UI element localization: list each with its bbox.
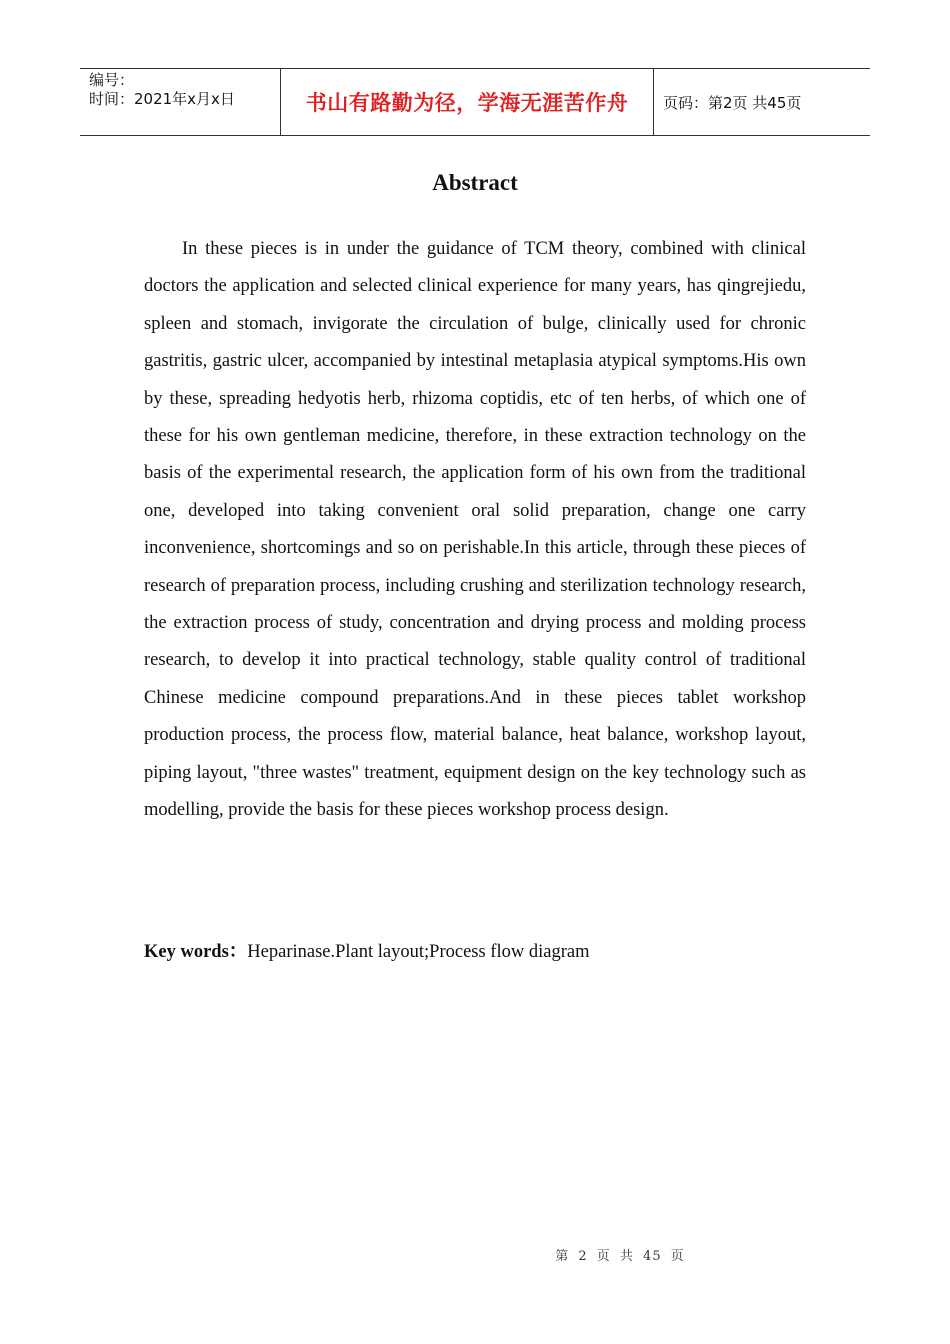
header-time-label: 时间：2021年x月x日: [89, 90, 235, 108]
keywords-value: Heparinase.Plant layout;Process flow diagram: [247, 942, 590, 962]
abstract-body: In these pieces is in under the guidance of TCM theory, combined with clinical doctors the application and selected clinical experience for many years, has qingrejiedu, spleen and stomach, invigorate the circulation of bulge, clinically used for chronic gastritis, gastric ulcer, accompanied by intestinal metaplasia atypical symptoms.His own by these, spreading hedyotis herb, rhizoma coptidis, etc of ten herbs, of which one of these for his own gentleman medicine, therefore, in these extraction technology on the basis of the experimental research, the application form of his own from the traditional one, developed into taking convenient oral solid preparation, change one carry inconvenience, shortcomings and so on perishable.In this article, through these pieces of research of preparation process, including crushing and sterilization technology research, the extraction process of study, concentration and drying process and molding process research, to develop it into practical technology, stable quality control of traditional Chinese medicine compound preparations.And in these pieces tablet workshop production process, the process flow, material balance, heat balance, workshop layout, piping layout, "three wastes" treatment, equipment design on the key technology such as modelling, provide the basis for these pieces workshop process design.: [144, 239, 806, 821]
page-header: [80, 68, 870, 136]
header-page-info: 页码：第2页 共45页: [663, 93, 802, 112]
header-meta: [80, 69, 281, 135]
keywords-line: [144, 938, 844, 966]
document-title: Abstract: [432, 170, 518, 195]
header-motto: 书山有路勤为径，学海无涯苦作舟: [281, 69, 654, 135]
header-number-label: 编号：: [89, 71, 135, 89]
page-footer: 第 2 页 共 45 页: [555, 1249, 685, 1264]
keywords-label: Key words：: [144, 942, 248, 962]
